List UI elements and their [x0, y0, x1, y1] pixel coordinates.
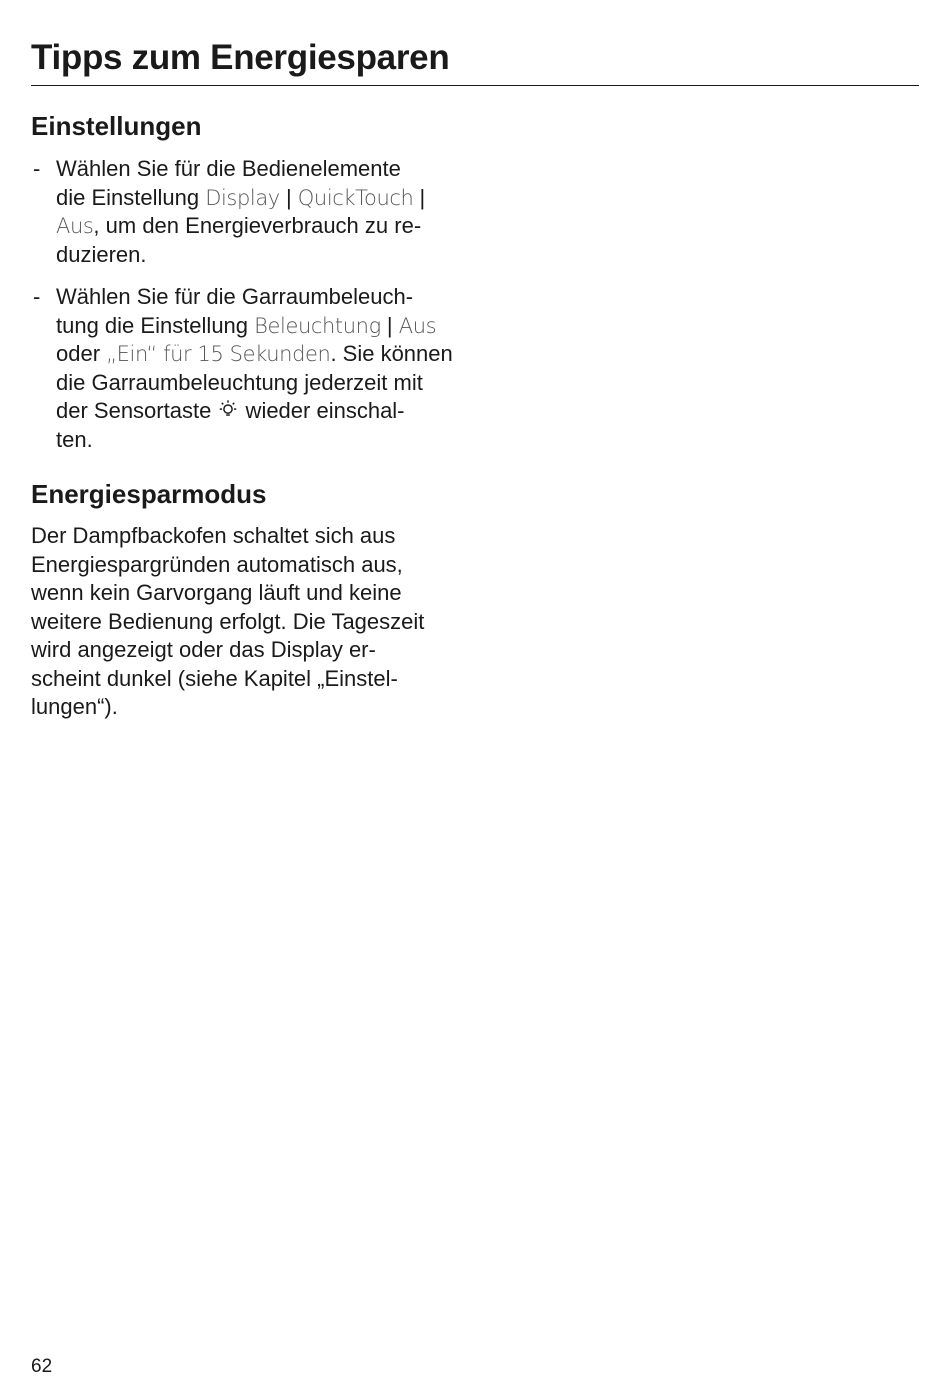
text-line: duzieren.	[56, 241, 147, 267]
text-line: die Garraumbeleuchtung jederzeit mit	[56, 369, 423, 395]
ui-setting-term: Beleuchtung	[254, 313, 381, 338]
text-line: scheint dunkel (siehe Kapitel „Einstel-	[31, 665, 398, 691]
text-line: Aus, um den Energieverbrauch zu re-	[56, 213, 422, 238]
light-bulb-icon	[217, 399, 239, 421]
text-line: ten.	[56, 426, 93, 452]
list-dash: -	[33, 284, 41, 309]
text-line: tung die Einstellung Beleuchtung | Aus	[56, 312, 437, 338]
list-dash: -	[33, 156, 41, 181]
text-line: Energiespargründen automatisch aus,	[31, 551, 403, 577]
text-line: oder „Ein“ für 15 Sekunden. Sie können	[56, 341, 453, 366]
section-heading-einstellungen: Einstellungen	[31, 111, 202, 141]
text-line: der Sensortaste wieder einschal-	[56, 398, 405, 423]
list-item-text	[56, 283, 471, 454]
ui-setting-term: Aus	[56, 214, 94, 238]
section-heading-energiesparmodus: Energiesparmodus	[31, 479, 267, 509]
page-title: Tipps zum Energiesparen	[31, 38, 450, 77]
ui-setting-term: Display	[205, 185, 280, 210]
list-item	[31, 283, 471, 454]
text-line: Wählen Sie für die Bedienelemente	[56, 156, 401, 181]
title-divider	[31, 85, 919, 86]
text-line: Wählen Sie für die Garraumbeleuch-	[56, 284, 414, 309]
page-number: 62	[31, 1356, 53, 1377]
text-line: lungen“).	[31, 694, 118, 719]
list-item	[31, 155, 471, 269]
ui-setting-term: Aus	[398, 313, 437, 338]
ui-setting-term: „Ein“ für 15 Sekunden	[106, 342, 331, 366]
ui-setting-term: QuickTouch	[297, 185, 414, 210]
text-line: weitere Bedienung erfolgt. Die Tageszeit	[31, 608, 425, 634]
text-line: wenn kein Garvorgang läuft und keine	[31, 580, 402, 605]
energiesparmodus-paragraph	[31, 522, 471, 722]
list-item-text	[56, 155, 471, 269]
text-line: Der Dampfbackofen schaltet sich aus	[31, 523, 396, 548]
text-line: wird angezeigt oder das Display er-	[31, 637, 376, 662]
text-line: die Einstellung Display | QuickTouch |	[56, 184, 426, 210]
